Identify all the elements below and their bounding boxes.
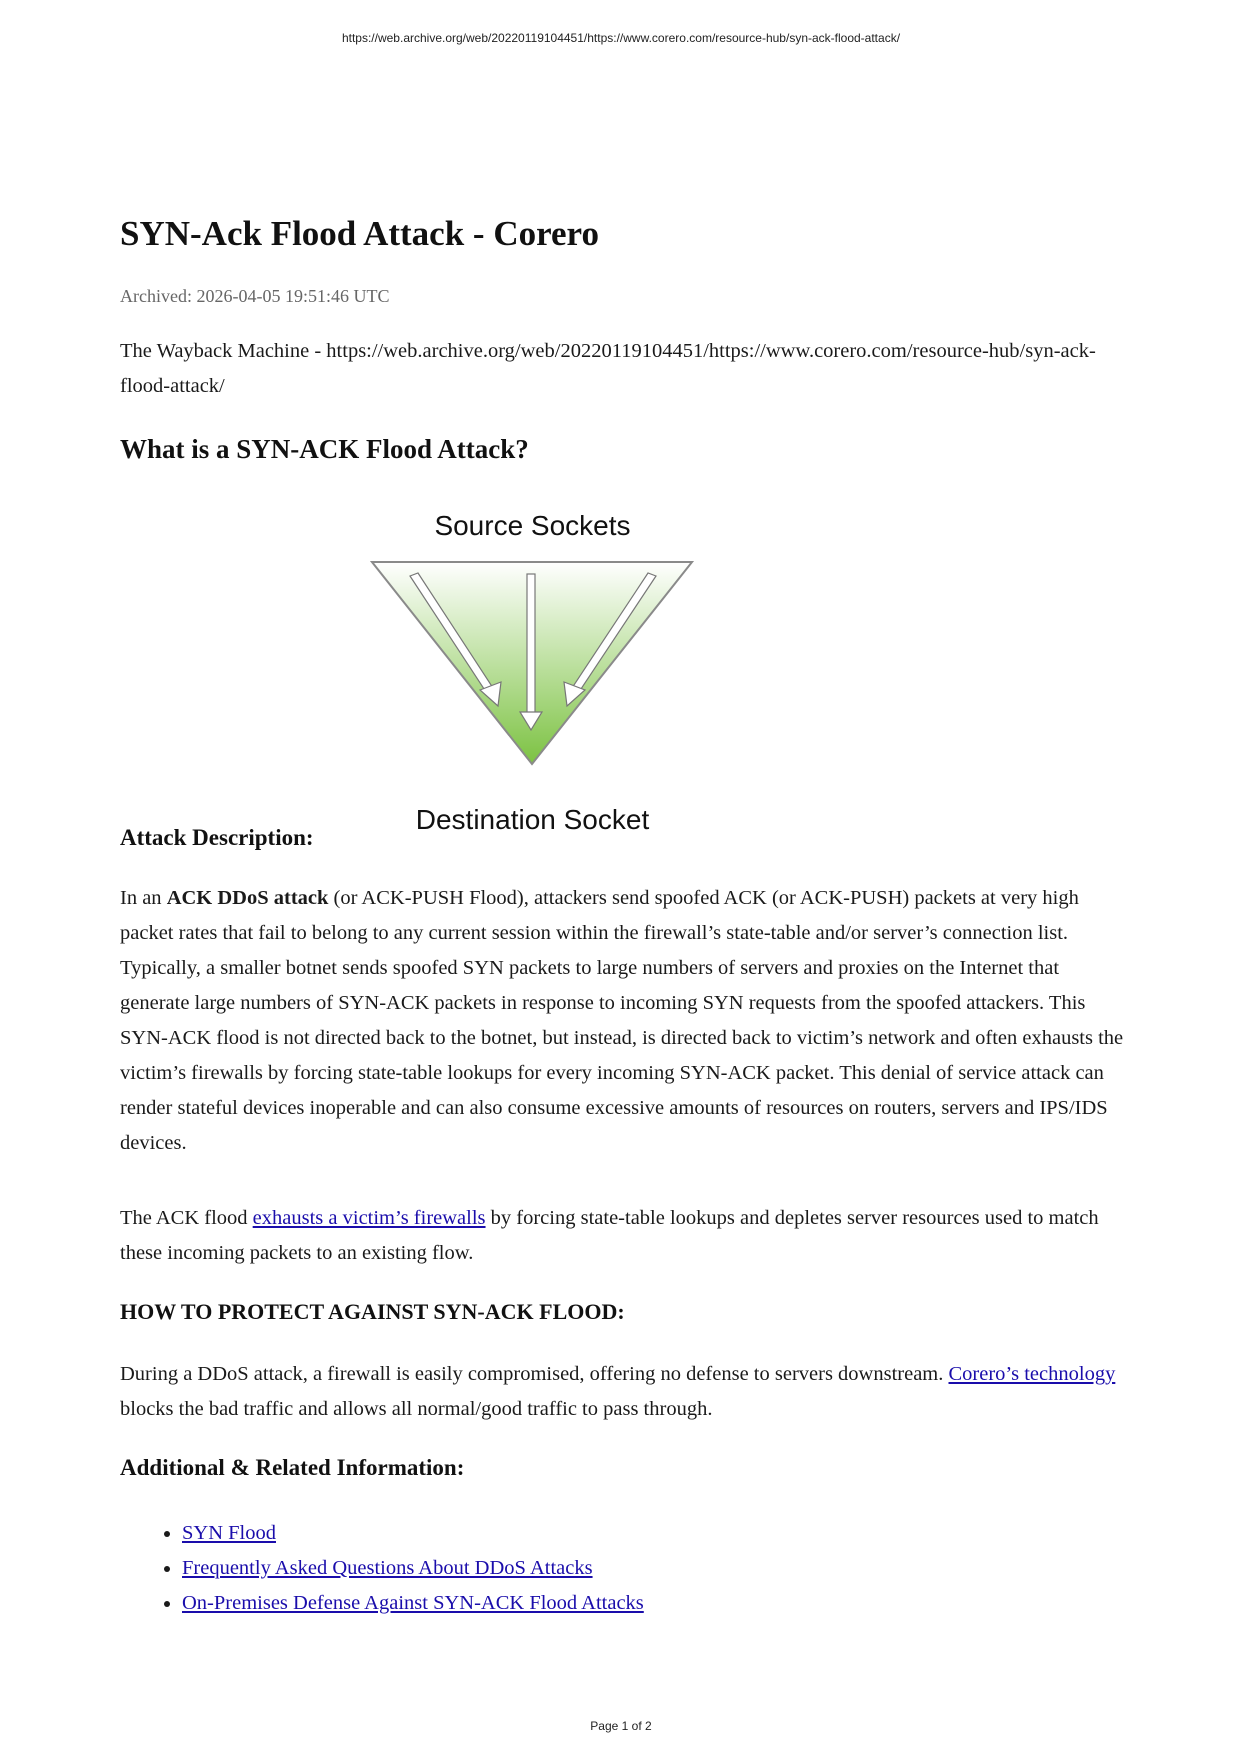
related-heading: Additional & Related Information: <box>120 1455 465 1480</box>
syn-ack-diagram <box>370 510 720 850</box>
on-premises-defense-link[interactable]: On-Premises Defense Against SYN-ACK Flood Attacks <box>182 1592 644 1614</box>
attack-description-paragraph: In an ACK DDoS attack (or ACK-PUSH Flood), attackers send spoofed ACK (or ACK-PUSH) packets at very high packet rates that fail to belong to any current session within the firewall’s state-table and/or server’s connection list. Typically, a smaller botnet sends spoofed SYN packets to large numbers of servers and proxies on the Internet that generate large numbers of SYN-ACK packets in response to incoming SYN requests from the spoofed attackers. This SYN-ACK flood is not directed back to the botnet, but instead, is directed back to victim’s network and often exhausts the victim’s firewalls by forcing state-table lookups for every incoming SYN-ACK packet. This denial of service attack can render stateful devices inoperable and can also consume excessive amounts of resources on routers, servers and IPS/IDS devices. <box>120 887 1124 1154</box>
exhausts-firewalls-link[interactable]: exhausts a victim’s firewalls <box>252 1207 486 1229</box>
triangle-diagram <box>370 554 720 844</box>
list-item <box>182 1551 644 1586</box>
related-links-list <box>120 1516 644 1621</box>
archive-url-header: https://web.archive.org/web/20220119104451/https://www.corero.com/resource-hub/syn-ack-flood-attack/ <box>341 31 901 45</box>
page-title: SYN-Ack Flood Attack - Corero <box>120 214 599 253</box>
protect-paragraph: During a DDoS attack, a firewall is easily compromised, offering no defense to servers downstream. Corero’s technology blocks the bad traffic and allows all normal/good traffic to pass through. <box>120 1363 1116 1420</box>
ack-ddos-term: ACK DDoS attack <box>166 887 329 909</box>
list-item <box>182 1586 644 1621</box>
diagram-bottom-label: Destination Socket <box>415 804 650 835</box>
diagram-top-label: Source Sockets <box>434 510 631 541</box>
archived-timestamp: Archived: 2026-04-05 19:51:46 UTC <box>120 286 390 306</box>
wayback-source-line: The Wayback Machine - https://web.archive.org/web/20220119104451/https://www.corero.com/resource-hub/syn-ack-flood-attack/ <box>120 340 1096 397</box>
ddos-faq-link[interactable]: Frequently Asked Questions About DDoS Attacks <box>182 1557 593 1579</box>
section-heading: What is a SYN-ACK Flood Attack? <box>120 434 529 464</box>
attack-description-heading: Attack Description: <box>120 825 314 850</box>
list-item <box>182 1516 644 1551</box>
protect-heading: HOW TO PROTECT AGAINST SYN-ACK FLOOD: <box>120 1299 625 1324</box>
syn-flood-link[interactable]: SYN Flood <box>182 1522 276 1544</box>
ack-flood-paragraph: The ACK flood exhausts a victim’s firewalls by forcing state-table lookups and depletes server resources used to match these incoming packets to an existing flow. <box>120 1207 1099 1264</box>
corero-technology-link[interactable]: Corero’s technology <box>948 1363 1116 1385</box>
page-number: Page 1 of 2 <box>590 1719 652 1733</box>
